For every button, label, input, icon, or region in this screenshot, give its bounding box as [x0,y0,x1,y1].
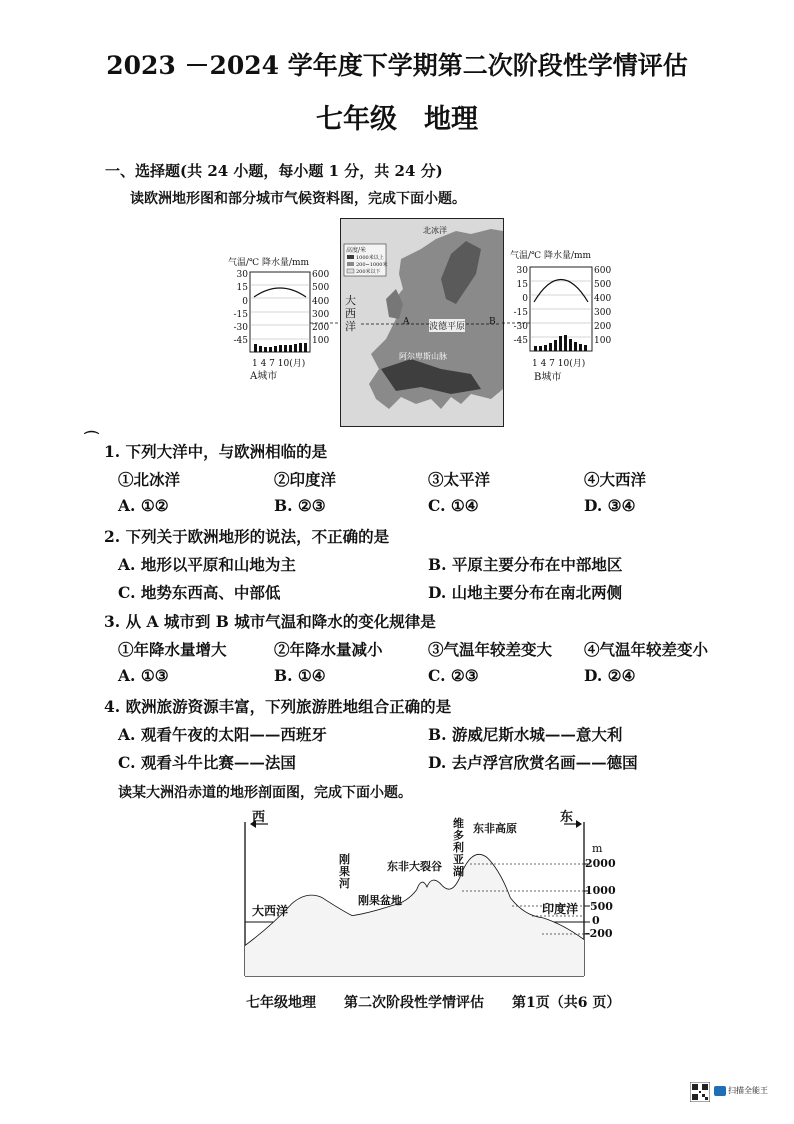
profile-tick-0: 0 [592,914,600,927]
q1-item-4: ④大西洋 [584,470,647,489]
q3-option-c[interactable]: C. ②③ [428,666,479,685]
chart-a-caption: A城市 [250,371,278,382]
chart-a-tick-r0: 600 [312,270,330,280]
chart-a-tick-l5: -45 [233,336,248,347]
scanner-watermark [690,1082,782,1104]
q1-option-a[interactable]: A. ①② [118,496,169,515]
connector-lines [310,318,530,328]
map-label-plain: 波德平原 [429,319,465,332]
q3-item-3: ③气温年较差变大 [428,640,553,659]
chart-a-tick-r2: 400 [312,296,330,307]
q2-option-b[interactable]: B. 平原主要分布在中部地区 [428,555,623,574]
chart-b-tick-r1: 500 [594,280,612,290]
q4-option-d[interactable]: D. 去卢浮宫欣赏名画——德国 [428,753,638,772]
chart-a-ylabel-right: 降水量/mm [261,258,310,268]
profile-unit: m [592,842,603,855]
chart-b-tick-r5: 100 [594,336,612,346]
q1-option-c[interactable]: C. ①④ [428,496,479,515]
profile-tick-500: 500 [590,900,613,913]
q3-stem: 3. 从 A 城市到 B 城市气温和降水的变化规律是 [104,612,436,631]
scanner-brand: 扫描全能王 [728,1086,768,1095]
profile-tick-neg200: -200 [585,927,613,940]
q1-option-d[interactable]: D. ③④ [584,496,636,515]
chart-b-tick-l5: -45 [513,336,528,346]
profile-label-congo-basin: 刚果盆地 [358,894,402,907]
profile-figure [242,806,616,986]
q2-option-d[interactable]: D. 山地主要分布在南北两侧 [428,583,623,602]
q1-item-3: ③太平洋 [428,470,491,489]
map-legend-item-2: 200米以下 [356,269,381,275]
scanner-logo-icon [714,1086,726,1096]
chart-a-ylabel-left: 气温/℃ [228,258,260,268]
q3-item-4: ④气温年较差变小 [584,640,709,659]
map-legend-item-1: 200~1000米 [356,262,388,268]
map-label-atlantic: 大西洋 [345,294,359,333]
q3-option-d[interactable]: D. ②④ [584,666,636,685]
section-heading: 一、选择题(共 24 小题，每小题 1 分，共 24 分) [105,162,443,180]
profile-west: 西 [252,810,266,825]
map-point-b: B [489,317,496,327]
chart-a-tick-l4: -30 [233,323,248,334]
chart-b-caption: B城市 [534,372,562,383]
chart-a-tick-r4: 200 [312,323,330,334]
profile-label-congo-river: 刚果河 [339,853,350,890]
profile-tick-2000: 2000 [585,857,616,870]
q4-option-a[interactable]: A. 观看午夜的太阳——西班牙 [118,725,327,744]
chart-b-tick-l2: 0 [522,294,528,304]
q4-stem: 4. 欧洲旅游资源丰富，下列旅游胜地组合正确的是 [104,697,452,716]
chart-b-xticks: 1 4 7 10(月) [532,359,586,369]
chart-b-ylabel-right: 降水量/mm [543,251,592,261]
map-label-arctic: 北冰洋 [423,226,447,235]
q2-stem: 2. 下列关于欧洲地形的说法，不正确的是 [104,527,390,546]
profile-label-indian: 印度洋 [542,902,579,916]
chart-a-tick-l3: -15 [233,309,248,320]
q1-option-b[interactable]: B. ②③ [274,496,326,515]
chart-b-ylabel-left: 气温/℃ [510,251,542,261]
chart-b-tick-r2: 400 [594,294,612,304]
q3-item-1: ①年降水量增大 [118,640,227,659]
q2-option-c[interactable]: C. 地势东西高、中部低 [118,583,281,602]
profile-tick-1000: 1000 [585,884,616,897]
chart-b-tick-r3: 300 [594,308,612,318]
chart-a-tick-r1: 500 [312,283,330,294]
qr-code-icon [690,1082,710,1102]
map-legend-item-0: 1000米以上 [356,255,384,261]
chart-b-tick-l0: 30 [516,266,528,276]
q3-option-a[interactable]: A. ①③ [118,666,169,685]
profile-drawing [242,806,612,986]
exam-title: 2023 －2024 学年度下学期第二次阶段性学情评估 [106,51,688,80]
map-point-a: A [403,317,410,327]
map-label-alps: 阿尔卑斯山脉 [399,352,447,361]
section-lead: 读欧洲地形图和部分城市气候资料图，完成下面小题。 [130,191,466,207]
q1-item-1: ①北冰洋 [118,470,181,489]
section2-lead: 读某大洲沿赤道的地形剖面图，完成下面小题。 [118,785,412,801]
chart-b-tick-l3: -15 [513,308,528,318]
chart-b-tick-r4: 200 [594,322,612,332]
profile-label-rift: 东非大裂谷 [387,860,442,873]
chart-a-tick-l0: 30 [236,270,248,280]
chart-a-tick-l2: 0 [242,296,248,307]
chart-a-tick-r5: 100 [312,336,330,347]
profile-label-atlantic: 大西洋 [252,904,289,918]
chart-b-tick-l1: 15 [516,280,528,290]
q4-option-c[interactable]: C. 观看斗牛比赛——法国 [118,753,296,772]
q1-item-2: ②印度洋 [274,470,337,489]
profile-east: 东 [560,810,574,825]
chart-a-tick-l1: 15 [236,283,248,294]
profile-label-plateau: 东非高原 [473,822,517,835]
chart-b-tick-r0: 600 [594,266,612,276]
chart-a-tick-r3: 300 [312,309,330,320]
profile-label-victoria: 维多利亚湖 [453,817,464,878]
page-footer: 七年级地理 第二次阶段性学情评估 第1页（共6 页） [246,995,621,1011]
q3-item-2: ②年降水量减小 [274,640,383,659]
margin-mark: ⌒ [84,430,100,448]
q3-option-b[interactable]: B. ①④ [274,666,326,685]
q4-option-b[interactable]: B. 游威尼斯水城——意大利 [428,725,623,744]
exam-subtitle: 七年级 地理 [316,104,478,135]
chart-a-xticks: 1 4 7 10(月) [252,359,306,369]
chart-b-tick-l4: -30 [513,322,528,332]
q2-option-a[interactable]: A. 地形以平原和山地为主 [118,555,296,574]
q1-stem: 1. 下列大洋中，与欧洲相临的是 [104,442,328,461]
map-legend-title: 高度/米 [346,247,367,254]
